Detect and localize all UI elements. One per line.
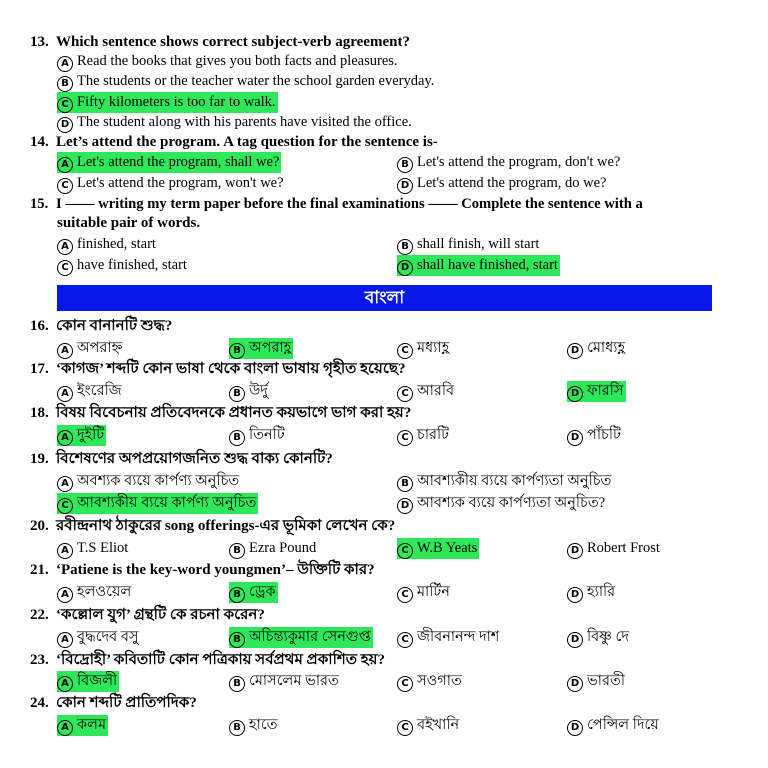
question-14: 14. Let’s attend the program. A tag question for the sentence is- xyxy=(30,134,438,150)
option-a-answer[interactable]: A বিজলী xyxy=(57,671,119,692)
circle-b-icon: B xyxy=(229,543,245,559)
circle-b-icon: B xyxy=(229,343,245,359)
circle-a-icon: A xyxy=(57,343,73,359)
circle-b-icon: B xyxy=(57,76,73,92)
question-text: I —— writing my term paper before the final examinations —— Complete the sentence with a xyxy=(56,196,643,212)
option-a[interactable]: A অপরাহ্ন xyxy=(57,338,122,359)
option-c[interactable]: C চারটি xyxy=(397,425,449,446)
circle-c-icon: C xyxy=(397,543,413,559)
question-text: Which sentence shows correct subject-verb agreement? xyxy=(56,34,410,50)
circle-c-icon: C xyxy=(397,386,413,402)
circle-a-icon: A xyxy=(57,632,73,648)
circle-c-icon: C xyxy=(397,676,413,692)
circle-a-icon: A xyxy=(57,543,73,559)
option-d[interactable]: D হ্যারি xyxy=(567,582,615,603)
circle-b-icon: B xyxy=(229,430,245,446)
option-a[interactable]: A T.S Eliot xyxy=(57,538,128,559)
option-d[interactable]: D বিষ্ণু দে xyxy=(567,627,629,648)
option-d[interactable]: D আবশ্যক ব্যয়ে কার্পণ্যতা অনুচিত? xyxy=(397,493,605,514)
circle-c-icon: C xyxy=(57,178,73,194)
question-text: ‘Patiene is the key-word youngmen’– উক্তিটি কার? xyxy=(56,562,375,578)
option-d[interactable]: D ভারতী xyxy=(567,671,625,692)
circle-c-icon: C xyxy=(397,632,413,648)
option-c[interactable]: C Let's attend the program, won't we? xyxy=(57,173,284,194)
question-text: ‘বিদ্রোহী’ কবিতাটি কোন পত্রিকায় সর্বপ্রথম প্রকাশিত হয়? xyxy=(56,652,385,668)
circle-d-icon: D xyxy=(567,343,583,359)
option-c[interactable]: C মার্টিন xyxy=(397,582,450,603)
option-b[interactable]: B shall finish, will start xyxy=(397,234,539,255)
option-c-answer[interactable]: C Fifty kilometers is too far to walk. xyxy=(57,92,278,113)
option-b-answer[interactable]: B ড্রেক xyxy=(229,582,278,603)
circle-d-icon: D xyxy=(567,587,583,603)
option-a[interactable]: A ইংরেজি xyxy=(57,381,122,402)
option-c[interactable]: C বইখানি xyxy=(397,715,459,736)
circle-c-icon: C xyxy=(57,260,73,276)
option-a[interactable]: A finished, start xyxy=(57,234,156,255)
circle-c-icon: C xyxy=(397,720,413,736)
question-text: বিষয় বিবেচনায় প্রতিবেদনকে প্রধানত কয়ভাগে ভাগ করা হয়? xyxy=(56,405,412,421)
section-heading-band: বাংলা xyxy=(57,285,712,311)
question-text: Let’s attend the program. A tag question for the sentence is- xyxy=(56,134,438,150)
circle-b-icon: B xyxy=(229,720,245,736)
circle-d-icon: D xyxy=(397,498,413,514)
option-d[interactable]: D মোধ্যহ্ণ xyxy=(567,338,625,359)
circle-c-icon: C xyxy=(397,587,413,603)
circle-a-icon: A xyxy=(57,239,73,255)
circle-d-icon: D xyxy=(397,178,413,194)
circle-d-icon: D xyxy=(567,386,583,402)
question-22: 22. ‘কল্লোল যুগ’ গ্রন্থটি কে রচনা করেন? xyxy=(30,607,265,623)
circle-d-icon: D xyxy=(567,720,583,736)
question-13: 13. Which sentence shows correct subject-verb agreement? xyxy=(30,34,410,50)
option-c[interactable]: C আরবি xyxy=(397,381,454,402)
circle-d-icon: D xyxy=(567,430,583,446)
circle-a-icon: A xyxy=(57,56,73,72)
circle-d-icon: D xyxy=(397,260,413,276)
circle-b-icon: B xyxy=(229,587,245,603)
question-text: কোন বানানটি শুদ্ধ? xyxy=(56,318,173,334)
circle-c-icon: C xyxy=(57,97,73,113)
circle-a-icon: A xyxy=(57,430,73,446)
option-c[interactable]: C মধ্যাহ্ণ xyxy=(397,338,449,359)
question-17: 17. ‘কাগজ’ শব্দটি কোন ভাষা থেকে বাংলা ভাষায় গৃহীত হয়েছে? xyxy=(30,361,406,377)
question-text: বিশেষণের অপপ্রয়োগজনিত শুদ্ধ বাক্য কোনটি? xyxy=(56,451,333,467)
circle-a-icon: A xyxy=(57,386,73,402)
circle-b-icon: B xyxy=(229,632,245,648)
option-b-answer[interactable]: B অপরাহ্ণ xyxy=(229,338,293,359)
option-c[interactable]: C সওগাত xyxy=(397,671,462,692)
option-a-answer[interactable]: A কলম xyxy=(57,715,108,736)
option-d[interactable]: D Robert Frost xyxy=(567,538,660,559)
option-b[interactable]: B The students or the teacher water the school garden everyday. xyxy=(57,71,434,92)
option-b-answer[interactable]: B অচিন্ত্যকুমার সেনগুপ্ত xyxy=(229,627,373,648)
circle-d-icon: D xyxy=(567,632,583,648)
circle-b-icon: B xyxy=(229,386,245,402)
option-b[interactable]: B হাতে xyxy=(229,715,278,736)
question-21: 21. ‘Patiene is the key-word youngmen’– উক্তিটি কার? xyxy=(30,562,375,578)
circle-c-icon: C xyxy=(397,430,413,446)
option-a[interactable]: A অবশ্যক ব্যয়ে কার্পণ্য অনুচিত xyxy=(57,471,239,492)
option-a-answer[interactable]: A দুইটি xyxy=(57,425,106,446)
circle-b-icon: B xyxy=(229,676,245,692)
option-b[interactable]: B Let's attend the program, don't we? xyxy=(397,152,620,173)
question-16: 16. কোন বানানটি শুদ্ধ? xyxy=(30,318,173,334)
option-c[interactable]: C have finished, start xyxy=(57,255,187,276)
circle-d-icon: D xyxy=(57,117,73,133)
circle-b-icon: B xyxy=(397,476,413,492)
circle-c-icon: C xyxy=(397,343,413,359)
circle-b-icon: B xyxy=(397,239,413,255)
option-b[interactable]: B মোসলেম ভারত xyxy=(229,671,339,692)
question-15: 15. I —— writing my term paper before the final examinations —— Complete the sentence with a xyxy=(30,196,643,212)
option-b[interactable]: B উর্দু xyxy=(229,381,268,402)
option-b[interactable]: B Ezra Pound xyxy=(229,538,316,559)
option-c-answer[interactable]: C W.B Yeats xyxy=(397,538,479,559)
circle-a-icon: A xyxy=(57,676,73,692)
option-b[interactable]: B তিনটি xyxy=(229,425,285,446)
question-15-continued: suitable pair of words. xyxy=(57,215,201,231)
question-text: ‘কাগজ’ শব্দটি কোন ভাষা থেকে বাংলা ভাষায় গৃহীত হয়েছে? xyxy=(56,361,406,377)
option-a[interactable]: A বুদ্ধদেব বসু xyxy=(57,627,139,648)
option-c-answer[interactable]: C আবশ্যকীয় ব্যয়ে কার্পণ্য অনুচিত xyxy=(57,493,258,514)
option-a-answer[interactable]: A Let's attend the program, shall we? xyxy=(57,152,281,173)
circle-d-icon: D xyxy=(567,543,583,559)
question-text: ‘কল্লোল যুগ’ গ্রন্থটি কে রচনা করেন? xyxy=(56,607,265,623)
option-d[interactable]: D পাঁচটি xyxy=(567,425,621,446)
option-d[interactable]: D Let's attend the program, do we? xyxy=(397,173,606,194)
circle-a-icon: A xyxy=(57,157,73,173)
option-a[interactable]: A হলওয়েল xyxy=(57,582,131,603)
circle-b-icon: B xyxy=(397,157,413,173)
circle-d-icon: D xyxy=(567,676,583,692)
option-d-answer[interactable]: D ফারসি xyxy=(567,381,626,402)
circle-a-icon: A xyxy=(57,476,73,492)
option-b[interactable]: B আবশ্যকীয় ব্যয়ে কার্পণ্যতা অনুচিত xyxy=(397,471,611,492)
option-d-answer[interactable]: D shall have finished, start xyxy=(397,255,560,276)
question-text: কোন শব্দটি প্রাতিপদিক? xyxy=(56,695,197,711)
question-20: 20. রবীন্দ্রনাথ ঠাকুরের song offerings-এর ভূমিকা লেখেন কে? xyxy=(30,518,396,534)
question-18: 18. বিষয় বিবেচনায় প্রতিবেদনকে প্রধানত কয়ভাগে ভাগ করা হয়? xyxy=(30,405,412,421)
circle-a-icon: A xyxy=(57,587,73,603)
question-23: 23. ‘বিদ্রোহী’ কবিতাটি কোন পত্রিকায় সর্বপ্রথম প্রকাশিত হয়? xyxy=(30,652,385,668)
circle-a-icon: A xyxy=(57,720,73,736)
option-d[interactable]: D পেন্সিল দিয়ে xyxy=(567,715,659,736)
option-a[interactable]: A Read the books that gives you both facts and pleasures. xyxy=(57,51,398,72)
question-text: রবীন্দ্রনাথ ঠাকুরের song offerings-এর ভূমিকা লেখেন কে? xyxy=(56,518,396,534)
question-24: 24. কোন শব্দটি প্রাতিপদিক? xyxy=(30,695,197,711)
option-d[interactable]: D The student along with his parents have visited the office. xyxy=(57,112,412,133)
option-c[interactable]: C জীবনানন্দ দাশ xyxy=(397,627,499,648)
circle-c-icon: C xyxy=(57,498,73,514)
question-19: 19. বিশেষণের অপপ্রয়োগজনিত শুদ্ধ বাক্য কোনটি? xyxy=(30,451,333,467)
